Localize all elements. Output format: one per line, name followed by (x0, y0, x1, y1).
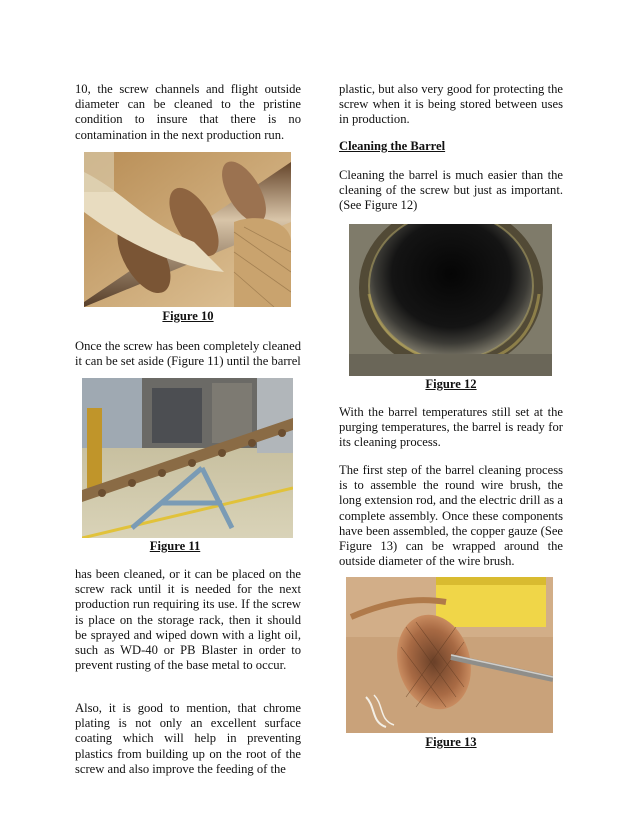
figure-10-caption: Figure 10 (162, 309, 214, 323)
left-para-2: Once the screw has been completely cleaned it can be set aside (Figure 11) until the barrel (75, 339, 301, 369)
left-para-1: 10, the screw channels and flight outside diameter can be cleaned to the pristine condition to insure that there is no contamination in the next production run. (75, 82, 301, 142)
figure-10-image (84, 152, 291, 307)
right-para-1: plastic, but also very good for protecting the screw when it is being stored between uses in production. (339, 82, 563, 127)
figure-12-caption: Figure 12 (425, 377, 477, 391)
right-para-2: Cleaning the barrel is much easier than the cleaning of the screw but just as important. (See Figure 12) (339, 168, 563, 213)
right-para-3: With the barrel temperatures still set at the purging temperatures, the barrel is ready for its cleaning process. (339, 405, 563, 450)
figure-12-image (349, 224, 552, 376)
right-para-4: The first step of the barrel cleaning process is to assemble the round wire brush, the long extension rod, and the electric drill as a complete assembly. Once these components have been assembled, the copper gauze (See Figure 13) can be wrapped around the outside diameter of the wire brush. (339, 463, 563, 569)
section-heading: Cleaning the Barrel (339, 139, 446, 153)
figure-11-image (82, 378, 293, 538)
figure-13-image (346, 577, 553, 733)
figure-13-caption: Figure 13 (425, 735, 477, 749)
left-para-3: has been cleaned, or it can be placed on the screw rack until it is needed for the next production run requiring its use. If the screw is place on the storage rack, then it should be sprayed and wiped down with a light oil, such as WD-40 or PB Blaster in order to prevent rusting of the base metal to occur. (75, 567, 301, 673)
figure-11-caption: Figure 11 (149, 539, 201, 553)
left-para-4: Also, it is good to mention, that chrome plating is not only an excellent surface coating which will help in preventing plastics from building up on the root of the screw and also improve the feeding of the (75, 701, 301, 776)
